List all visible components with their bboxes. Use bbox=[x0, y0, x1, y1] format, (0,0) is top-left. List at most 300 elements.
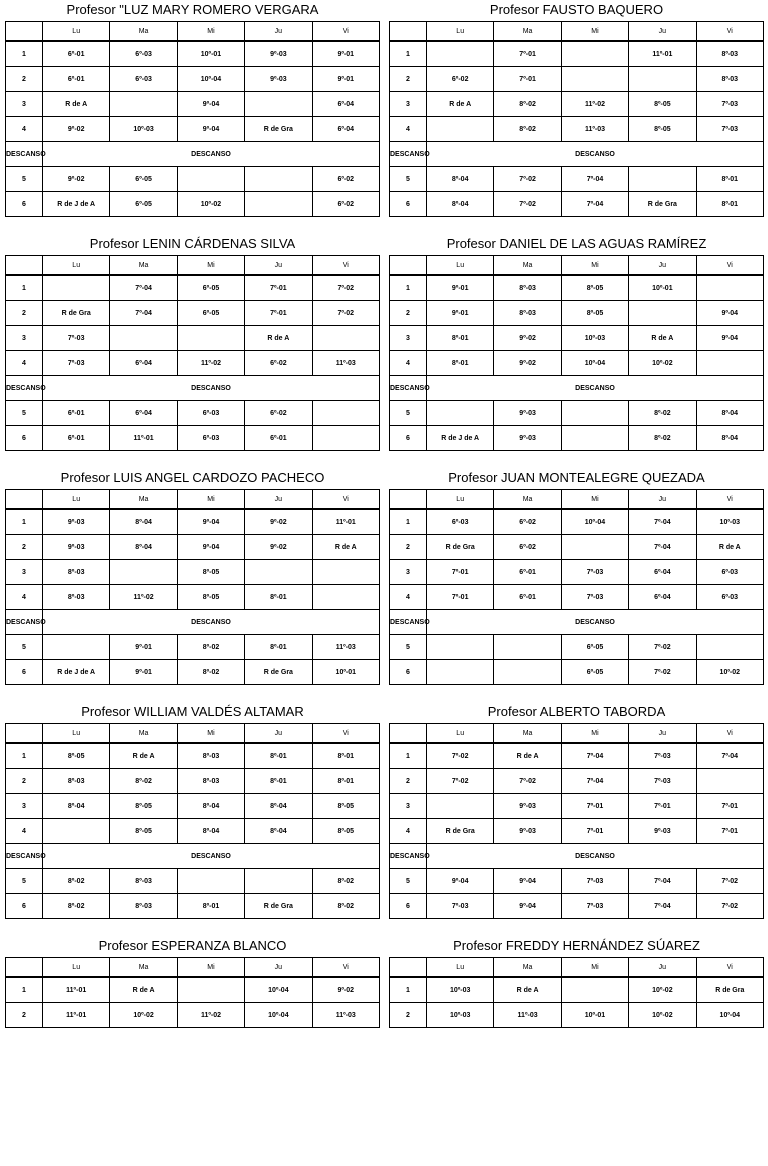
class-cell: 9º-01 bbox=[312, 41, 379, 67]
class-cell: R de Gra bbox=[245, 660, 312, 685]
class-cell: 8º-03 bbox=[696, 67, 763, 92]
class-cell: 7º-01 bbox=[494, 67, 561, 92]
class-cell: 8º-02 bbox=[177, 660, 244, 685]
class-cell: 10º-02 bbox=[696, 660, 763, 685]
class-cell bbox=[427, 794, 494, 819]
day-header: Lu bbox=[43, 490, 110, 510]
class-cell bbox=[110, 326, 177, 351]
corner-cell bbox=[390, 958, 427, 978]
corner-cell bbox=[6, 958, 43, 978]
day-header: Ma bbox=[494, 22, 561, 42]
class-cell: 10º-01 bbox=[561, 1003, 628, 1028]
break-cell: DESCANSO bbox=[427, 844, 764, 869]
class-cell bbox=[312, 560, 379, 585]
teacher-schedule-panel bbox=[5, 936, 380, 1166]
table-row bbox=[390, 819, 764, 844]
corner-cell bbox=[6, 256, 43, 276]
class-cell: 10º-02 bbox=[629, 351, 696, 376]
class-cell: 10º-04 bbox=[561, 351, 628, 376]
class-cell bbox=[629, 301, 696, 326]
class-cell: 8º-05 bbox=[312, 794, 379, 819]
teacher-schedule-panel bbox=[389, 702, 764, 932]
class-cell: 7º-04 bbox=[110, 275, 177, 301]
class-cell: 9º-04 bbox=[177, 509, 244, 535]
class-cell bbox=[494, 660, 561, 685]
class-cell bbox=[696, 275, 763, 301]
class-cell: 10º-02 bbox=[110, 1003, 177, 1028]
class-cell bbox=[110, 560, 177, 585]
class-cell: 9º-04 bbox=[177, 535, 244, 560]
period-label: 3 bbox=[6, 92, 43, 117]
class-cell: 10º-04 bbox=[245, 1003, 312, 1028]
class-cell: 8º-02 bbox=[177, 635, 244, 660]
table-row bbox=[6, 142, 380, 167]
day-header: Vi bbox=[312, 724, 379, 744]
class-cell: 8º-05 bbox=[629, 117, 696, 142]
class-cell: 8º-03 bbox=[43, 769, 110, 794]
table-row bbox=[6, 426, 380, 451]
class-cell: 9º-01 bbox=[110, 660, 177, 685]
period-label: 6 bbox=[390, 660, 427, 685]
period-label: 2 bbox=[390, 67, 427, 92]
period-label: 3 bbox=[6, 560, 43, 585]
class-cell: 11º-01 bbox=[43, 1003, 110, 1028]
table-row bbox=[6, 869, 380, 894]
class-cell: 10º-01 bbox=[629, 275, 696, 301]
day-header: Vi bbox=[696, 958, 763, 978]
schedule-table bbox=[5, 723, 380, 919]
class-cell: 10º-04 bbox=[696, 1003, 763, 1028]
class-cell: 11º-03 bbox=[312, 1003, 379, 1028]
period-label: 2 bbox=[390, 301, 427, 326]
teacher-schedule-panel bbox=[389, 0, 764, 230]
table-row bbox=[390, 794, 764, 819]
period-label: 1 bbox=[390, 743, 427, 769]
period-label: 4 bbox=[6, 117, 43, 142]
break-cell: DESCANSO bbox=[427, 610, 764, 635]
day-header: Vi bbox=[696, 256, 763, 276]
class-cell: 8º-05 bbox=[177, 560, 244, 585]
break-cell: DESCANSO bbox=[43, 142, 380, 167]
period-label: 2 bbox=[390, 1003, 427, 1028]
class-cell bbox=[312, 426, 379, 451]
class-cell: 9º-03 bbox=[494, 426, 561, 451]
period-label: 2 bbox=[6, 769, 43, 794]
table-row bbox=[6, 819, 380, 844]
class-cell: R de Gra bbox=[427, 535, 494, 560]
class-cell: 6º-04 bbox=[629, 585, 696, 610]
class-cell bbox=[245, 560, 312, 585]
class-cell: 7º-01 bbox=[696, 794, 763, 819]
class-cell: 7º-02 bbox=[494, 167, 561, 192]
day-header: Mi bbox=[561, 22, 628, 42]
period-label: 4 bbox=[390, 819, 427, 844]
class-cell: 9º-03 bbox=[629, 819, 696, 844]
class-cell: 9º-02 bbox=[494, 351, 561, 376]
class-cell bbox=[561, 41, 628, 67]
day-header-row bbox=[6, 724, 380, 744]
day-header: Mi bbox=[561, 490, 628, 510]
day-header: Lu bbox=[43, 958, 110, 978]
period-label: 1 bbox=[6, 41, 43, 67]
class-cell: 8º-05 bbox=[629, 92, 696, 117]
period-label: 4 bbox=[390, 585, 427, 610]
class-cell: 7º-02 bbox=[312, 301, 379, 326]
period-label: 6 bbox=[6, 426, 43, 451]
class-cell: 6º-01 bbox=[245, 426, 312, 451]
period-label: 1 bbox=[6, 509, 43, 535]
class-cell: 8º-03 bbox=[177, 769, 244, 794]
class-cell: 7º-02 bbox=[629, 635, 696, 660]
day-header: Ma bbox=[110, 256, 177, 276]
period-label: 1 bbox=[6, 977, 43, 1003]
class-cell: 7º-04 bbox=[561, 167, 628, 192]
class-cell: 10º-03 bbox=[427, 977, 494, 1003]
period-label: 4 bbox=[6, 351, 43, 376]
period-label: 5 bbox=[6, 869, 43, 894]
class-cell: 8º-01 bbox=[312, 769, 379, 794]
class-cell: 8º-01 bbox=[427, 351, 494, 376]
class-cell: 9º-03 bbox=[245, 67, 312, 92]
day-header: Vi bbox=[696, 724, 763, 744]
day-header-row bbox=[390, 724, 764, 744]
class-cell: 9º-03 bbox=[494, 401, 561, 426]
table-row bbox=[6, 585, 380, 610]
period-label: 2 bbox=[390, 535, 427, 560]
class-cell: 8º-05 bbox=[110, 819, 177, 844]
class-cell: 11º-01 bbox=[43, 977, 110, 1003]
period-label: 6 bbox=[6, 894, 43, 919]
class-cell: 8º-02 bbox=[43, 894, 110, 919]
class-cell: 8º-01 bbox=[427, 326, 494, 351]
class-cell: 6º-02 bbox=[427, 67, 494, 92]
class-cell: 9º-02 bbox=[245, 535, 312, 560]
period-label: DESCANSO bbox=[390, 142, 427, 167]
class-cell: 8º-03 bbox=[43, 560, 110, 585]
period-label: 5 bbox=[6, 401, 43, 426]
table-row bbox=[390, 610, 764, 635]
class-cell: 10º-03 bbox=[696, 509, 763, 535]
class-cell: 7º-03 bbox=[696, 117, 763, 142]
table-row bbox=[6, 117, 380, 142]
period-label: DESCANSO bbox=[390, 376, 427, 401]
class-cell: R de A bbox=[696, 535, 763, 560]
class-cell: 7º-02 bbox=[696, 869, 763, 894]
class-cell bbox=[561, 977, 628, 1003]
class-cell: 7º-01 bbox=[494, 41, 561, 67]
class-cell bbox=[245, 92, 312, 117]
class-cell: 10º-02 bbox=[629, 1003, 696, 1028]
class-cell: 7º-01 bbox=[561, 794, 628, 819]
table-row bbox=[390, 769, 764, 794]
class-cell: 7º-03 bbox=[561, 560, 628, 585]
day-header: Ma bbox=[494, 490, 561, 510]
class-cell: R de A bbox=[110, 977, 177, 1003]
day-header: Lu bbox=[427, 256, 494, 276]
period-label: DESCANSO bbox=[6, 376, 43, 401]
class-cell bbox=[245, 869, 312, 894]
class-cell: 6º-04 bbox=[312, 92, 379, 117]
table-row bbox=[390, 142, 764, 167]
schedule-table bbox=[389, 723, 764, 919]
class-cell: 9º-02 bbox=[245, 509, 312, 535]
table-row bbox=[6, 610, 380, 635]
day-header: Ma bbox=[494, 256, 561, 276]
table-row bbox=[6, 794, 380, 819]
class-cell: R de Gra bbox=[427, 819, 494, 844]
class-cell: 8º-05 bbox=[43, 743, 110, 769]
class-cell: 8º-02 bbox=[43, 869, 110, 894]
class-cell: 8º-04 bbox=[245, 819, 312, 844]
class-cell: 10º-02 bbox=[629, 977, 696, 1003]
class-cell bbox=[312, 326, 379, 351]
day-header-row bbox=[6, 256, 380, 276]
day-header: Vi bbox=[696, 22, 763, 42]
class-cell: R de Gra bbox=[245, 117, 312, 142]
table-row bbox=[390, 977, 764, 1003]
class-cell: 8º-04 bbox=[696, 401, 763, 426]
class-cell: 7º-04 bbox=[696, 743, 763, 769]
class-cell: 11º-02 bbox=[177, 1003, 244, 1028]
class-cell: 6º-01 bbox=[43, 41, 110, 67]
class-cell: 8º-04 bbox=[427, 192, 494, 217]
day-header: Ma bbox=[110, 724, 177, 744]
class-cell: 11º-02 bbox=[177, 351, 244, 376]
class-cell bbox=[427, 660, 494, 685]
class-cell: 6º-03 bbox=[110, 67, 177, 92]
class-cell: R de A bbox=[494, 743, 561, 769]
class-cell: 7º-03 bbox=[427, 894, 494, 919]
class-cell: 9º-04 bbox=[696, 326, 763, 351]
class-cell: 8º-03 bbox=[110, 894, 177, 919]
class-cell: 8º-04 bbox=[245, 794, 312, 819]
class-cell bbox=[561, 535, 628, 560]
class-cell: 9º-03 bbox=[494, 794, 561, 819]
class-cell bbox=[696, 351, 763, 376]
class-cell: 7º-04 bbox=[561, 769, 628, 794]
class-cell bbox=[43, 819, 110, 844]
class-cell: 7º-02 bbox=[427, 743, 494, 769]
table-row bbox=[390, 301, 764, 326]
class-cell: 6º-02 bbox=[312, 192, 379, 217]
period-label: 3 bbox=[390, 326, 427, 351]
class-cell: 6º-02 bbox=[494, 509, 561, 535]
corner-cell bbox=[390, 724, 427, 744]
class-cell: R de Gra bbox=[696, 977, 763, 1003]
class-cell bbox=[177, 326, 244, 351]
class-cell: 6º-04 bbox=[110, 401, 177, 426]
table-row bbox=[6, 660, 380, 685]
class-cell: 9º-03 bbox=[43, 535, 110, 560]
day-header: Lu bbox=[427, 490, 494, 510]
period-label: 1 bbox=[6, 275, 43, 301]
class-cell: 7º-03 bbox=[629, 743, 696, 769]
class-cell: 9º-04 bbox=[177, 117, 244, 142]
class-cell: R de J de A bbox=[427, 426, 494, 451]
table-row bbox=[6, 275, 380, 301]
schedule-table bbox=[389, 489, 764, 685]
teacher-schedule-panel bbox=[5, 234, 380, 464]
table-row bbox=[390, 535, 764, 560]
class-cell: R de Gra bbox=[43, 301, 110, 326]
table-row bbox=[390, 351, 764, 376]
day-header: Lu bbox=[43, 724, 110, 744]
table-row bbox=[390, 560, 764, 585]
class-cell: R de A bbox=[43, 92, 110, 117]
period-label: 1 bbox=[6, 743, 43, 769]
class-cell: R de A bbox=[629, 326, 696, 351]
class-cell: 7º-04 bbox=[110, 301, 177, 326]
table-row bbox=[390, 67, 764, 92]
period-label: 3 bbox=[390, 560, 427, 585]
class-cell: 7º-02 bbox=[494, 192, 561, 217]
class-cell bbox=[494, 635, 561, 660]
class-cell: R de Gra bbox=[245, 894, 312, 919]
period-label: 2 bbox=[6, 535, 43, 560]
table-row bbox=[6, 326, 380, 351]
class-cell: 6º-05 bbox=[561, 660, 628, 685]
teacher-schedule-panel bbox=[389, 936, 764, 1166]
class-cell bbox=[43, 275, 110, 301]
class-cell: 6º-03 bbox=[696, 560, 763, 585]
period-label: 6 bbox=[390, 426, 427, 451]
table-row bbox=[6, 67, 380, 92]
class-cell: 9º-02 bbox=[312, 977, 379, 1003]
class-cell: 6º-02 bbox=[245, 401, 312, 426]
class-cell bbox=[427, 635, 494, 660]
table-row bbox=[390, 401, 764, 426]
class-cell: 7º-02 bbox=[629, 660, 696, 685]
table-row bbox=[390, 869, 764, 894]
table-row bbox=[6, 376, 380, 401]
table-row bbox=[390, 426, 764, 451]
class-cell bbox=[629, 67, 696, 92]
day-header: Vi bbox=[312, 490, 379, 510]
table-row bbox=[6, 844, 380, 869]
class-cell: 6º-03 bbox=[427, 509, 494, 535]
day-header: Ju bbox=[629, 22, 696, 42]
class-cell: 6º-05 bbox=[177, 275, 244, 301]
table-row bbox=[6, 977, 380, 1003]
class-cell: 6º-05 bbox=[177, 301, 244, 326]
class-cell bbox=[561, 401, 628, 426]
table-row bbox=[6, 41, 380, 67]
schedule-table bbox=[389, 957, 764, 1028]
class-cell: R de A bbox=[427, 92, 494, 117]
class-cell: 8º-05 bbox=[312, 819, 379, 844]
table-row bbox=[390, 192, 764, 217]
day-header: Ju bbox=[629, 958, 696, 978]
class-cell: 8º-04 bbox=[43, 794, 110, 819]
table-row bbox=[6, 167, 380, 192]
class-cell: 7º-04 bbox=[561, 743, 628, 769]
class-cell: 6º-02 bbox=[245, 351, 312, 376]
day-header: Mi bbox=[177, 22, 244, 42]
class-cell: R de J de A bbox=[43, 192, 110, 217]
class-cell: 8º-02 bbox=[629, 426, 696, 451]
class-cell: R de A bbox=[494, 977, 561, 1003]
corner-cell bbox=[390, 22, 427, 42]
class-cell: 8º-01 bbox=[245, 743, 312, 769]
class-cell: 6º-04 bbox=[110, 351, 177, 376]
class-cell: 7º-03 bbox=[43, 326, 110, 351]
class-cell: 9º-02 bbox=[494, 326, 561, 351]
period-label: 6 bbox=[6, 660, 43, 685]
class-cell: 11º-02 bbox=[110, 585, 177, 610]
class-cell: 8º-02 bbox=[494, 92, 561, 117]
class-cell: 11º-02 bbox=[561, 92, 628, 117]
table-row bbox=[390, 167, 764, 192]
class-cell: 10º-04 bbox=[245, 977, 312, 1003]
class-cell: 7º-01 bbox=[561, 819, 628, 844]
class-cell: 6º-01 bbox=[494, 585, 561, 610]
class-cell: 8º-03 bbox=[696, 41, 763, 67]
schedule-table bbox=[5, 255, 380, 451]
day-header: Lu bbox=[43, 22, 110, 42]
class-cell: 11º-03 bbox=[494, 1003, 561, 1028]
class-cell bbox=[629, 167, 696, 192]
day-header: Ma bbox=[110, 958, 177, 978]
table-row bbox=[6, 401, 380, 426]
table-row bbox=[6, 192, 380, 217]
day-header-row bbox=[6, 490, 380, 510]
period-label: 4 bbox=[6, 585, 43, 610]
period-label: 3 bbox=[6, 326, 43, 351]
class-cell: 7º-03 bbox=[629, 769, 696, 794]
table-row bbox=[6, 560, 380, 585]
teacher-title: Profesor JUAN MONTEALEGRE QUEZADA bbox=[448, 470, 705, 485]
period-label: 1 bbox=[390, 275, 427, 301]
class-cell bbox=[177, 977, 244, 1003]
class-cell: 8º-01 bbox=[312, 743, 379, 769]
class-cell: 10º-03 bbox=[427, 1003, 494, 1028]
period-label: 6 bbox=[6, 192, 43, 217]
class-cell: 8º-04 bbox=[696, 426, 763, 451]
class-cell: 8º-04 bbox=[177, 819, 244, 844]
period-label: 3 bbox=[6, 794, 43, 819]
period-label: 3 bbox=[390, 92, 427, 117]
period-label: 5 bbox=[6, 635, 43, 660]
teacher-title: Profesor LENIN CÁRDENAS SILVA bbox=[89, 236, 296, 251]
class-cell bbox=[561, 67, 628, 92]
class-cell: 7º-03 bbox=[561, 894, 628, 919]
teacher-schedule-panel bbox=[5, 468, 380, 698]
class-cell: 6º-01 bbox=[43, 401, 110, 426]
period-label: 2 bbox=[6, 67, 43, 92]
class-cell: 8º-05 bbox=[110, 794, 177, 819]
class-cell bbox=[696, 769, 763, 794]
period-label: 4 bbox=[390, 117, 427, 142]
class-cell: 8º-01 bbox=[177, 894, 244, 919]
class-cell: 8º-04 bbox=[110, 535, 177, 560]
class-cell: 7º-04 bbox=[629, 509, 696, 535]
period-label: 1 bbox=[390, 509, 427, 535]
class-cell: 6º-02 bbox=[312, 167, 379, 192]
day-header: Ma bbox=[110, 490, 177, 510]
class-cell: 7º-03 bbox=[561, 585, 628, 610]
day-header-row bbox=[6, 22, 380, 42]
class-cell: 8º-02 bbox=[629, 401, 696, 426]
period-label: 2 bbox=[390, 769, 427, 794]
teacher-title: Profesor DANIEL DE LAS AGUAS RAMÍREZ bbox=[446, 236, 707, 251]
class-cell: 6º-05 bbox=[110, 192, 177, 217]
table-row bbox=[390, 743, 764, 769]
period-label: 1 bbox=[390, 977, 427, 1003]
class-cell: 6º-04 bbox=[629, 560, 696, 585]
corner-cell bbox=[6, 724, 43, 744]
table-row bbox=[6, 351, 380, 376]
class-cell: 6º-03 bbox=[177, 426, 244, 451]
